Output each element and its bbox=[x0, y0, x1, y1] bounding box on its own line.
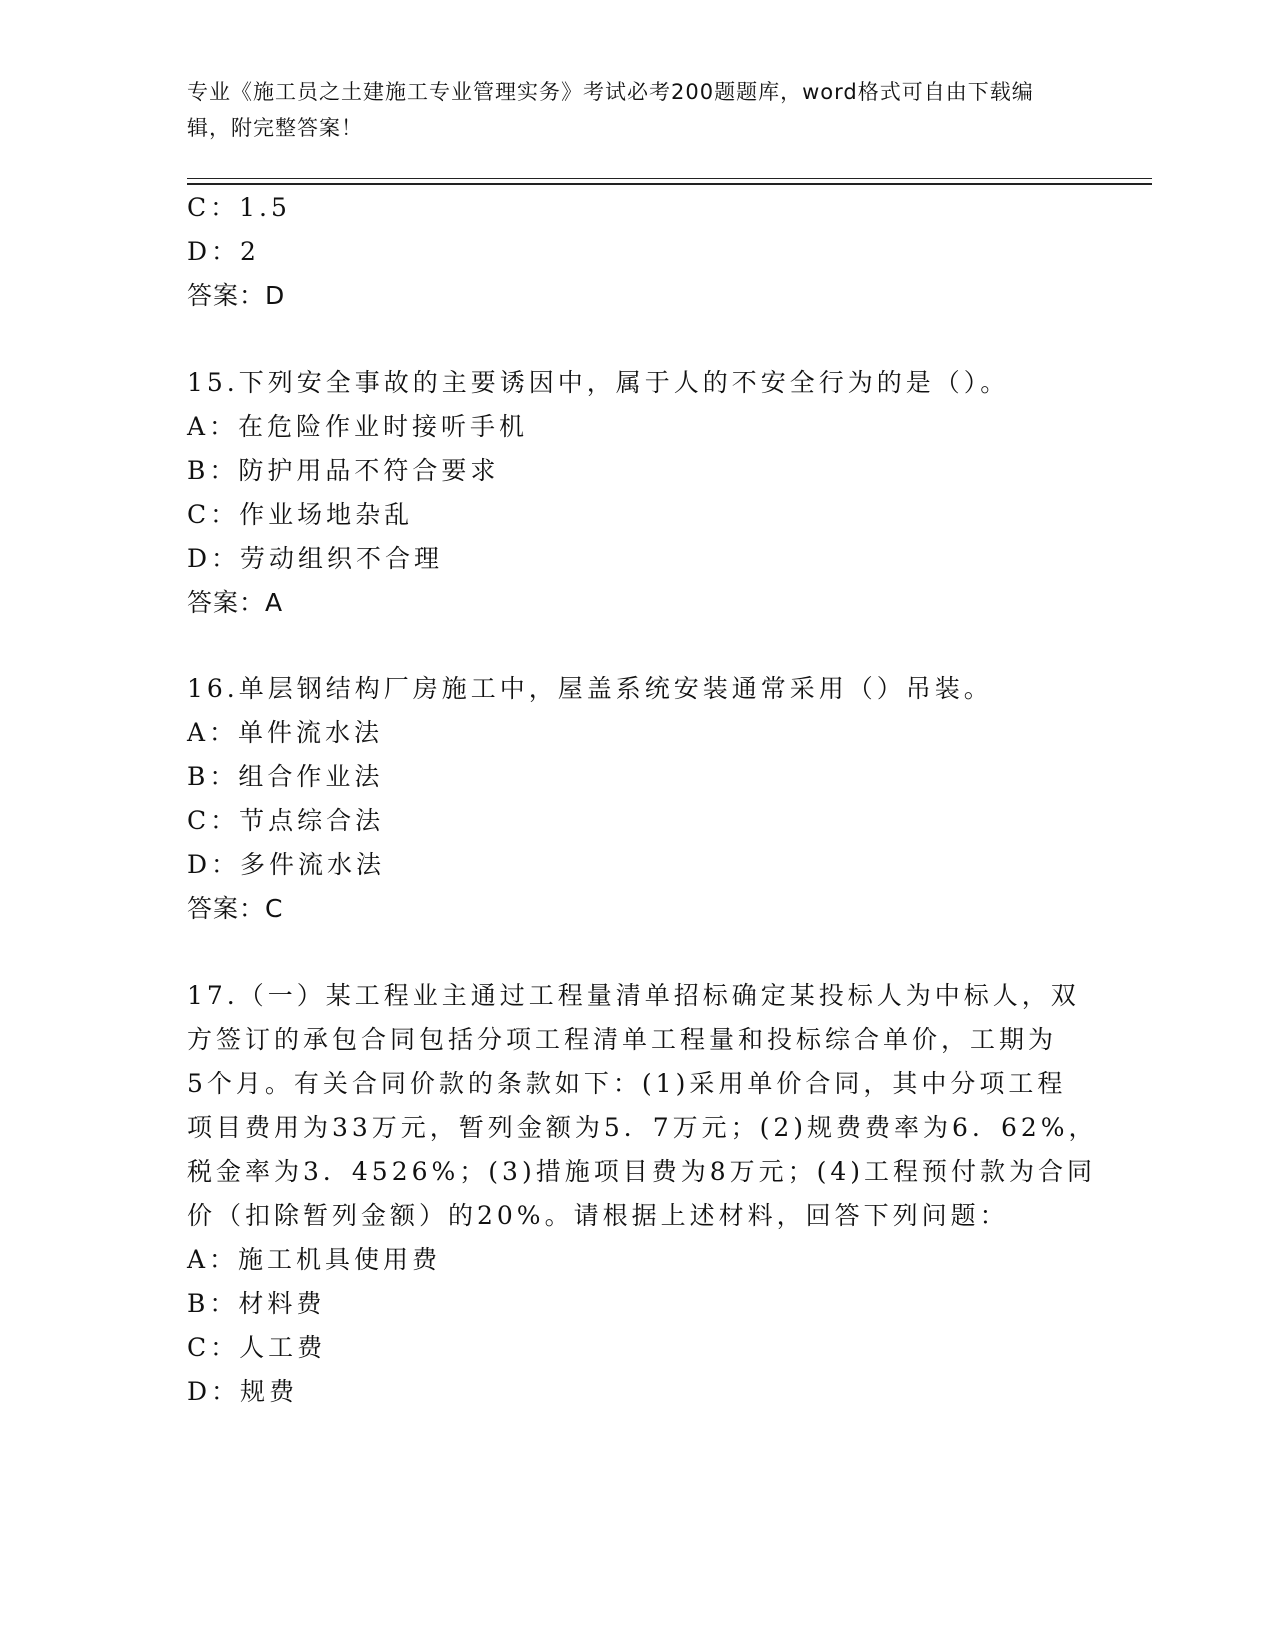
q17-option-a: A：施工机具使用费 bbox=[187, 1245, 442, 1274]
q15-option-b: B：防护用品不符合要求 bbox=[187, 456, 500, 485]
q15-stem: 15.下列安全事故的主要诱因中，属于人的不安全行为的是（）。 bbox=[187, 368, 1010, 397]
q17-option-c: C：人工费 bbox=[187, 1333, 327, 1362]
q16-stem: 16.单层钢结构厂房施工中，屋盖系统安装通常采用（）吊装。 bbox=[187, 674, 993, 703]
document-header: 专业《施工员之土建施工专业管理实务》考试必考200题题库，word格式可自由下载编辑，附完整答案！ bbox=[187, 80, 1034, 140]
q16-option-c: C：节点综合法 bbox=[187, 806, 385, 835]
q17-stem-line-1: 17.（一）某工程业主通过工程量清单招标确定某投标人为中标人，双 bbox=[187, 981, 1080, 1010]
q16-option-b: B：组合作业法 bbox=[187, 762, 384, 791]
q15-option-d: D：劳动组织不合理 bbox=[187, 544, 444, 573]
q17-stem-line-2: 方签订的承包合同包括分项工程清单工程量和投标综合单价，工期为 bbox=[187, 1025, 1058, 1054]
q14-option-c: C：1.5 bbox=[187, 193, 291, 222]
header-divider-thick bbox=[187, 183, 1152, 185]
q16-option-a: A：单件流水法 bbox=[187, 718, 384, 747]
q17-stem-line-3: 5个月。有关合同价款的条款如下：(1)采用单价合同，其中分项工程 bbox=[187, 1069, 1067, 1098]
q14-answer: 答案：D bbox=[187, 281, 286, 310]
q16-answer: 答案：C bbox=[187, 894, 284, 923]
q15-option-c: C：作业场地杂乱 bbox=[187, 500, 414, 529]
q14-option-d: D：2 bbox=[187, 237, 260, 266]
q17-stem-line-6: 价（扣除暂列金额）的20%。请根据上述材料，回答下列问题： bbox=[187, 1201, 1009, 1230]
header-divider-thin bbox=[187, 178, 1152, 179]
q17-stem-line-5: 税金率为3．4526%；(3)措施项目费为8万元；(4)工程预付款为合同 bbox=[187, 1157, 1097, 1186]
q15-option-a: A：在危险作业时接听手机 bbox=[187, 412, 529, 441]
q17-stem-line-4: 项目费用为33万元，暂列金额为5．7万元；(2)规费费率为6．62%， bbox=[187, 1113, 1098, 1142]
q16-option-d: D：多件流水法 bbox=[187, 850, 386, 879]
q17-option-b: B：材料费 bbox=[187, 1289, 326, 1318]
q17-option-d: D：规费 bbox=[187, 1377, 299, 1406]
q15-answer: 答案：A bbox=[187, 588, 284, 617]
